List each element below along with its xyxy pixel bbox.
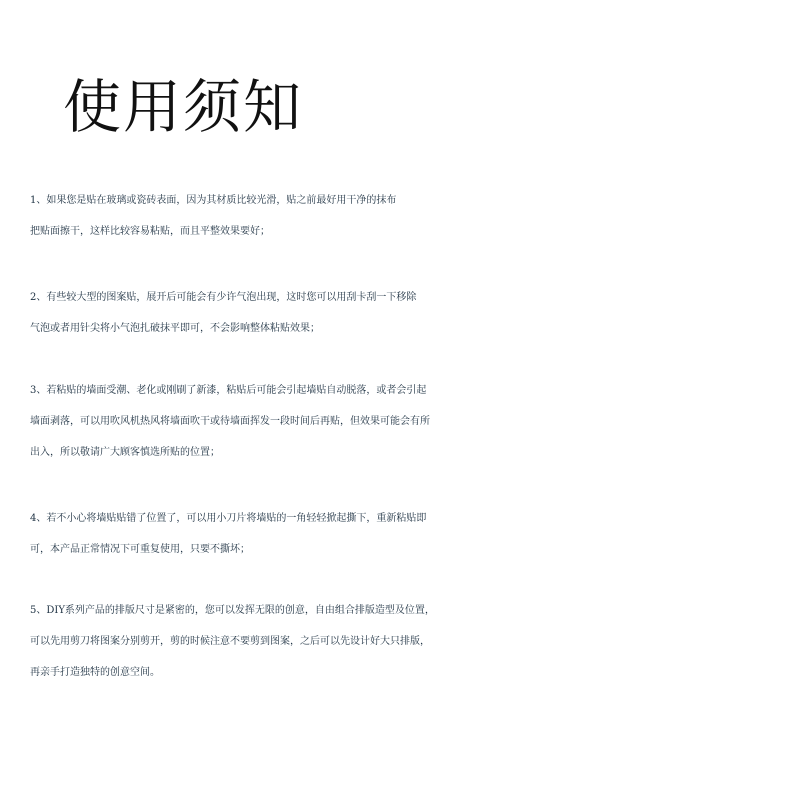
notice-item-4 [30, 503, 790, 565]
notice-line: 再亲手打造独特的创意空间。 [30, 667, 160, 678]
notice-item-2 [30, 282, 790, 344]
notice-line: 可以先用剪刀将图案分别剪开，剪的时候注意不要剪到图案，之后可以先设计好大只排版， [30, 636, 430, 647]
notice-item-5 [30, 595, 790, 688]
notice-line: 墙面剥落，可以用吹风机热风将墙面吹干或待墙面挥发一段时间后再贴，但效果可能会有所 [30, 416, 430, 427]
notice-line: 3、若粘贴的墙面受潮、老化或刚刷了新漆，粘贴后可能会引起墙贴自动脱落，或者会引起 [30, 385, 427, 396]
notice-line: 2、有些较大型的图案贴，展开后可能会有少许气泡出现，这时您可以用刮卡刮一下移除 [30, 292, 417, 303]
notice-line: 把贴面擦干，这样比较容易粘贴，而且平整效果要好； [30, 226, 270, 237]
notice-line: 4、若不小心将墙贴贴错了位置了，可以用小刀片将墙贴的一角轻轻掀起撕下，重新粘贴即 [30, 513, 427, 524]
notice-line: 5、DIY系列产品的排版尺寸是紧密的，您可以发挥无限的创意，自由组合排版造型及位置， [30, 605, 435, 616]
notice-line: 气泡或者用针尖将小气泡扎破抹平即可，不会影响整体粘贴效果； [30, 323, 320, 334]
notice-line: 出入，所以敬请广大顾客慎选所贴的位置； [30, 447, 220, 458]
notice-item-3 [30, 375, 790, 468]
page-title: 使用须知 [63, 73, 304, 141]
notice-line: 可，本产品正常情况下可重复使用，只要不撕坏； [30, 544, 250, 555]
notice-line: 1、如果您是贴在玻璃或瓷砖表面，因为其材质比较光滑，贴之前最好用干净的抹布 [30, 195, 397, 206]
notice-item-1 [30, 185, 790, 247]
